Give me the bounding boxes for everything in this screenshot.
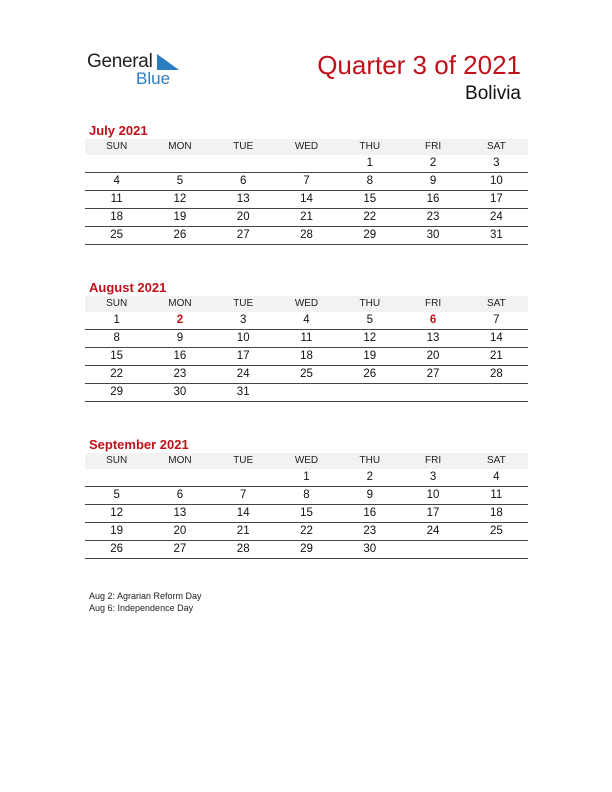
week-row (85, 505, 528, 523)
day-cell: 31 (465, 227, 528, 245)
day-cell: 16 (401, 191, 464, 209)
day-cell: 22 (275, 523, 338, 541)
day-cell: 26 (338, 366, 401, 384)
week-row (85, 469, 528, 487)
day-cell: 19 (85, 523, 148, 541)
day-cell: 12 (338, 330, 401, 348)
week-row (85, 366, 528, 384)
day-cell: 1 (85, 312, 148, 330)
week-row (85, 191, 528, 209)
day-cell: 5 (148, 173, 211, 191)
weekday-header-row (85, 139, 528, 155)
calendar-grid (85, 139, 528, 245)
empty-day-cell (338, 384, 401, 402)
day-cell: 30 (338, 541, 401, 559)
day-cell: 8 (338, 173, 401, 191)
day-cell: 22 (85, 366, 148, 384)
weekday-label: FRI (401, 296, 464, 312)
day-cell: 15 (338, 191, 401, 209)
day-cell: 5 (85, 487, 148, 505)
day-cell: 24 (465, 209, 528, 227)
day-cell: 7 (465, 312, 528, 330)
day-cell: 27 (401, 366, 464, 384)
day-cell: 8 (275, 487, 338, 505)
day-cell: 9 (338, 487, 401, 505)
empty-day-cell (212, 155, 275, 173)
day-cell: 3 (212, 312, 275, 330)
day-cell: 15 (275, 505, 338, 523)
weekday-label: FRI (401, 453, 464, 469)
week-row (85, 155, 528, 173)
day-cell: 28 (465, 366, 528, 384)
day-cell: 18 (465, 505, 528, 523)
day-cell: 27 (212, 227, 275, 245)
weekday-label: SUN (85, 296, 148, 312)
weekday-label: SUN (85, 139, 148, 155)
day-cell: 6 (212, 173, 275, 191)
day-cell: 11 (275, 330, 338, 348)
weekday-label: TUE (212, 453, 275, 469)
day-cell: 7 (212, 487, 275, 505)
day-cell: 2 (401, 155, 464, 173)
day-cell: 11 (85, 191, 148, 209)
day-cell: 5 (338, 312, 401, 330)
day-cell: 10 (212, 330, 275, 348)
month-july (85, 122, 528, 245)
calendar-grid (85, 453, 528, 559)
day-cell: 9 (148, 330, 211, 348)
day-cell: 22 (338, 209, 401, 227)
day-cell: 29 (85, 384, 148, 402)
week-row (85, 384, 528, 402)
day-cell: 25 (275, 366, 338, 384)
empty-day-cell (148, 469, 211, 487)
weekday-label: TUE (212, 296, 275, 312)
month-title: August 2021 (89, 280, 167, 295)
day-cell: 28 (212, 541, 275, 559)
weekday-header-row (85, 296, 528, 312)
week-row (85, 348, 528, 366)
day-cell: 4 (465, 469, 528, 487)
day-cell: 15 (85, 348, 148, 366)
month-august (85, 279, 528, 402)
weekday-label: WED (275, 139, 338, 155)
day-cell: 20 (212, 209, 275, 227)
day-cell: 20 (401, 348, 464, 366)
day-cell: 18 (85, 209, 148, 227)
week-row (85, 330, 528, 348)
logo-text-general: General (87, 51, 153, 72)
day-cell: 21 (212, 523, 275, 541)
week-row (85, 209, 528, 227)
day-cell: 13 (148, 505, 211, 523)
day-cell: 17 (212, 348, 275, 366)
month-title: July 2021 (89, 123, 148, 138)
day-cell: 2 (338, 469, 401, 487)
day-cell: 13 (401, 330, 464, 348)
week-row (85, 541, 528, 559)
day-cell: 27 (148, 541, 211, 559)
day-cell: 20 (148, 523, 211, 541)
day-cell: 30 (148, 384, 211, 402)
day-cell: 16 (148, 348, 211, 366)
day-cell: 1 (338, 155, 401, 173)
day-cell: 6 (148, 487, 211, 505)
day-cell: 19 (338, 348, 401, 366)
empty-day-cell (85, 469, 148, 487)
day-cell: 25 (85, 227, 148, 245)
weekday-label: SAT (465, 296, 528, 312)
week-row (85, 173, 528, 191)
week-rows (85, 155, 528, 245)
day-cell: 9 (401, 173, 464, 191)
day-cell: 21 (465, 348, 528, 366)
logo-triangle-icon (157, 54, 179, 70)
day-cell: 4 (275, 312, 338, 330)
day-cell: 3 (465, 155, 528, 173)
empty-day-cell (85, 155, 148, 173)
empty-day-cell (465, 541, 528, 559)
day-cell: 7 (275, 173, 338, 191)
weekday-header-row (85, 453, 528, 469)
day-cell: 28 (275, 227, 338, 245)
day-cell: 30 (401, 227, 464, 245)
day-cell: 31 (212, 384, 275, 402)
day-cell: 13 (212, 191, 275, 209)
week-row (85, 227, 528, 245)
day-cell: 21 (275, 209, 338, 227)
weekday-label: TUE (212, 139, 275, 155)
week-rows (85, 469, 528, 559)
day-cell: 23 (401, 209, 464, 227)
month-september (85, 436, 528, 559)
day-cell: 17 (401, 505, 464, 523)
day-cell: 17 (465, 191, 528, 209)
holiday-note: Aug 2: Agrarian Reform Day (89, 591, 202, 601)
day-cell: 19 (148, 209, 211, 227)
weekday-label: MON (148, 296, 211, 312)
day-cell: 16 (338, 505, 401, 523)
empty-day-cell (275, 384, 338, 402)
page-title: Quarter 3 of 2021 (317, 50, 521, 80)
day-cell: 24 (401, 523, 464, 541)
week-rows (85, 312, 528, 402)
weekday-label: THU (338, 296, 401, 312)
day-cell: 10 (465, 173, 528, 191)
day-cell: 23 (338, 523, 401, 541)
weekday-label: MON (148, 453, 211, 469)
month-title: September 2021 (89, 437, 189, 452)
day-cell: 2 (148, 312, 211, 330)
empty-day-cell (212, 469, 275, 487)
day-cell: 29 (338, 227, 401, 245)
week-row (85, 487, 528, 505)
weekday-label: SUN (85, 453, 148, 469)
day-cell: 14 (275, 191, 338, 209)
day-cell: 26 (148, 227, 211, 245)
empty-day-cell (401, 384, 464, 402)
weekday-label: MON (148, 139, 211, 155)
weekday-label: WED (275, 296, 338, 312)
empty-day-cell (275, 155, 338, 173)
day-cell: 18 (275, 348, 338, 366)
day-cell: 8 (85, 330, 148, 348)
logo-text-blue: Blue (136, 69, 171, 88)
generalblue-logo (87, 51, 197, 91)
day-cell: 23 (148, 366, 211, 384)
day-cell: 10 (401, 487, 464, 505)
day-cell: 4 (85, 173, 148, 191)
weekday-label: SAT (465, 139, 528, 155)
day-cell: 29 (275, 541, 338, 559)
holiday-notes (89, 590, 202, 614)
day-cell: 6 (401, 312, 464, 330)
empty-day-cell (148, 155, 211, 173)
empty-day-cell (401, 541, 464, 559)
empty-day-cell (465, 384, 528, 402)
holiday-note: Aug 6: Independence Day (89, 603, 194, 613)
day-cell: 1 (275, 469, 338, 487)
day-cell: 26 (85, 541, 148, 559)
day-cell: 3 (401, 469, 464, 487)
day-cell: 14 (465, 330, 528, 348)
day-cell: 12 (85, 505, 148, 523)
week-row (85, 523, 528, 541)
day-cell: 11 (465, 487, 528, 505)
calendar-grid (85, 296, 528, 402)
day-cell: 14 (212, 505, 275, 523)
weekday-label: FRI (401, 139, 464, 155)
weekday-label: THU (338, 139, 401, 155)
day-cell: 25 (465, 523, 528, 541)
weekday-label: SAT (465, 453, 528, 469)
day-cell: 24 (212, 366, 275, 384)
week-row (85, 312, 528, 330)
weekday-label: THU (338, 453, 401, 469)
weekday-label: WED (275, 453, 338, 469)
country-name: Bolivia (465, 83, 521, 104)
day-cell: 12 (148, 191, 211, 209)
